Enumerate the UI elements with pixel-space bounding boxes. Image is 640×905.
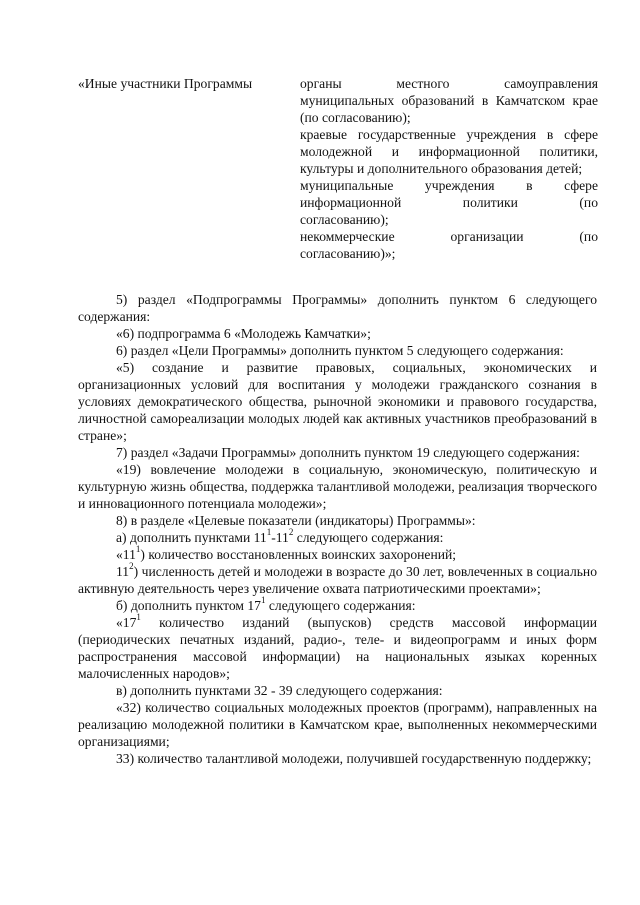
superscript: 2 xyxy=(129,561,134,572)
table-value-line: согласованию)»; xyxy=(300,246,396,261)
paragraph: «19) вовлечение молодежи в социальную, экономическую, политическую и культурную жизнь общества, поддержка талантливой молодежи, реализация творческого и инновационного потенциала молодежи»; xyxy=(78,462,597,511)
paragraph xyxy=(78,529,597,546)
table-value-line: органы местного самоуправления xyxy=(300,76,598,91)
paragraph: 8) в разделе «Целевые показатели (индикаторы) Программы»: xyxy=(116,513,476,528)
text-run: количество изданий (выпусков) средств массовой информации (периодических печатных изданий, радио-, теле- и видеопрограмм и иных форм распространения массовой информации) на национальных языках коренных малочисленных народов»; xyxy=(78,615,597,681)
text-run: б) дополнить пунктом 17 xyxy=(116,598,261,613)
text-run: «11 xyxy=(116,547,136,562)
paragraph xyxy=(78,597,597,614)
paragraph: 7) раздел «Задачи Программы» дополнить пунктом 19 следующего содержания: xyxy=(116,445,580,460)
superscript: 1 xyxy=(260,595,266,606)
text-run: ) численность детей и молодежи в возрасте до 30 лет, вовлеченных в социально активную деятельность через увеличение охвата патриотическими проектами»; xyxy=(78,564,597,596)
superscript: 1 xyxy=(136,612,141,623)
text-run: 11 xyxy=(116,564,130,579)
text-run: ) количество восстановленных воинских захоронений; xyxy=(140,547,457,562)
amendment-body xyxy=(78,291,597,767)
table-value-line: муниципальные учреждения в сфере xyxy=(300,178,598,193)
table-value-line: краевые государственные учреждения в сфере молодежной и информационной политики, культуры и дополнительного образования детей; xyxy=(300,127,598,176)
paragraph: «5) создание и развитие правовых, социальных, экономических и организационных условий для воспитания у молодежи гражданского сознания в условиях демократического общества, рыночной экономики и правового государства, личностной самореализации молодых людей как активных участников преобразований в стране»; xyxy=(78,360,597,443)
paragraph: «6) подпрограмма 6 «Молодежь Камчатки»; xyxy=(116,326,371,341)
paragraph xyxy=(78,614,597,682)
table-label-cell: «Иные участники Программы xyxy=(78,76,253,91)
text-run: а) дополнить пунктами 11 xyxy=(116,530,267,545)
table-value-cell xyxy=(300,75,598,262)
paragraph: 6) раздел «Цели Программы» дополнить пунктом 5 следующего содержания: xyxy=(116,343,564,358)
text-run: -11 xyxy=(271,530,289,545)
paragraph: в) дополнить пунктами 32 - 39 следующего содержания: xyxy=(116,683,443,698)
paragraph: «32) количество социальных молодежных проектов (программ), направленных на реализацию молодежной политики в Камчатском крае, выполненных некоммерческими организациями; xyxy=(78,700,597,749)
paragraph: 5) раздел «Подпрограммы Программы» дополнить пунктом 6 следующего содержания: xyxy=(78,292,597,324)
superscript: 1 xyxy=(135,544,141,555)
superscript: 1 xyxy=(266,527,272,538)
paragraph xyxy=(78,546,597,563)
text-run: «17 xyxy=(116,615,137,630)
table-value-line: муниципальных образований в Камчатском крае (по согласованию); xyxy=(300,93,598,125)
superscript: 2 xyxy=(288,527,294,538)
table-value-line: некоммерческие организации (по xyxy=(300,229,598,244)
paragraph: 33) количество талантливой молодежи, получившей государственную поддержку; xyxy=(116,751,592,766)
text-run: следующего содержания: xyxy=(265,598,416,613)
text-run: следующего содержания: xyxy=(293,530,444,545)
table-value-line: информационной политики (по xyxy=(300,195,598,210)
table-value-line: согласованию); xyxy=(300,212,389,227)
paragraph xyxy=(78,563,597,597)
